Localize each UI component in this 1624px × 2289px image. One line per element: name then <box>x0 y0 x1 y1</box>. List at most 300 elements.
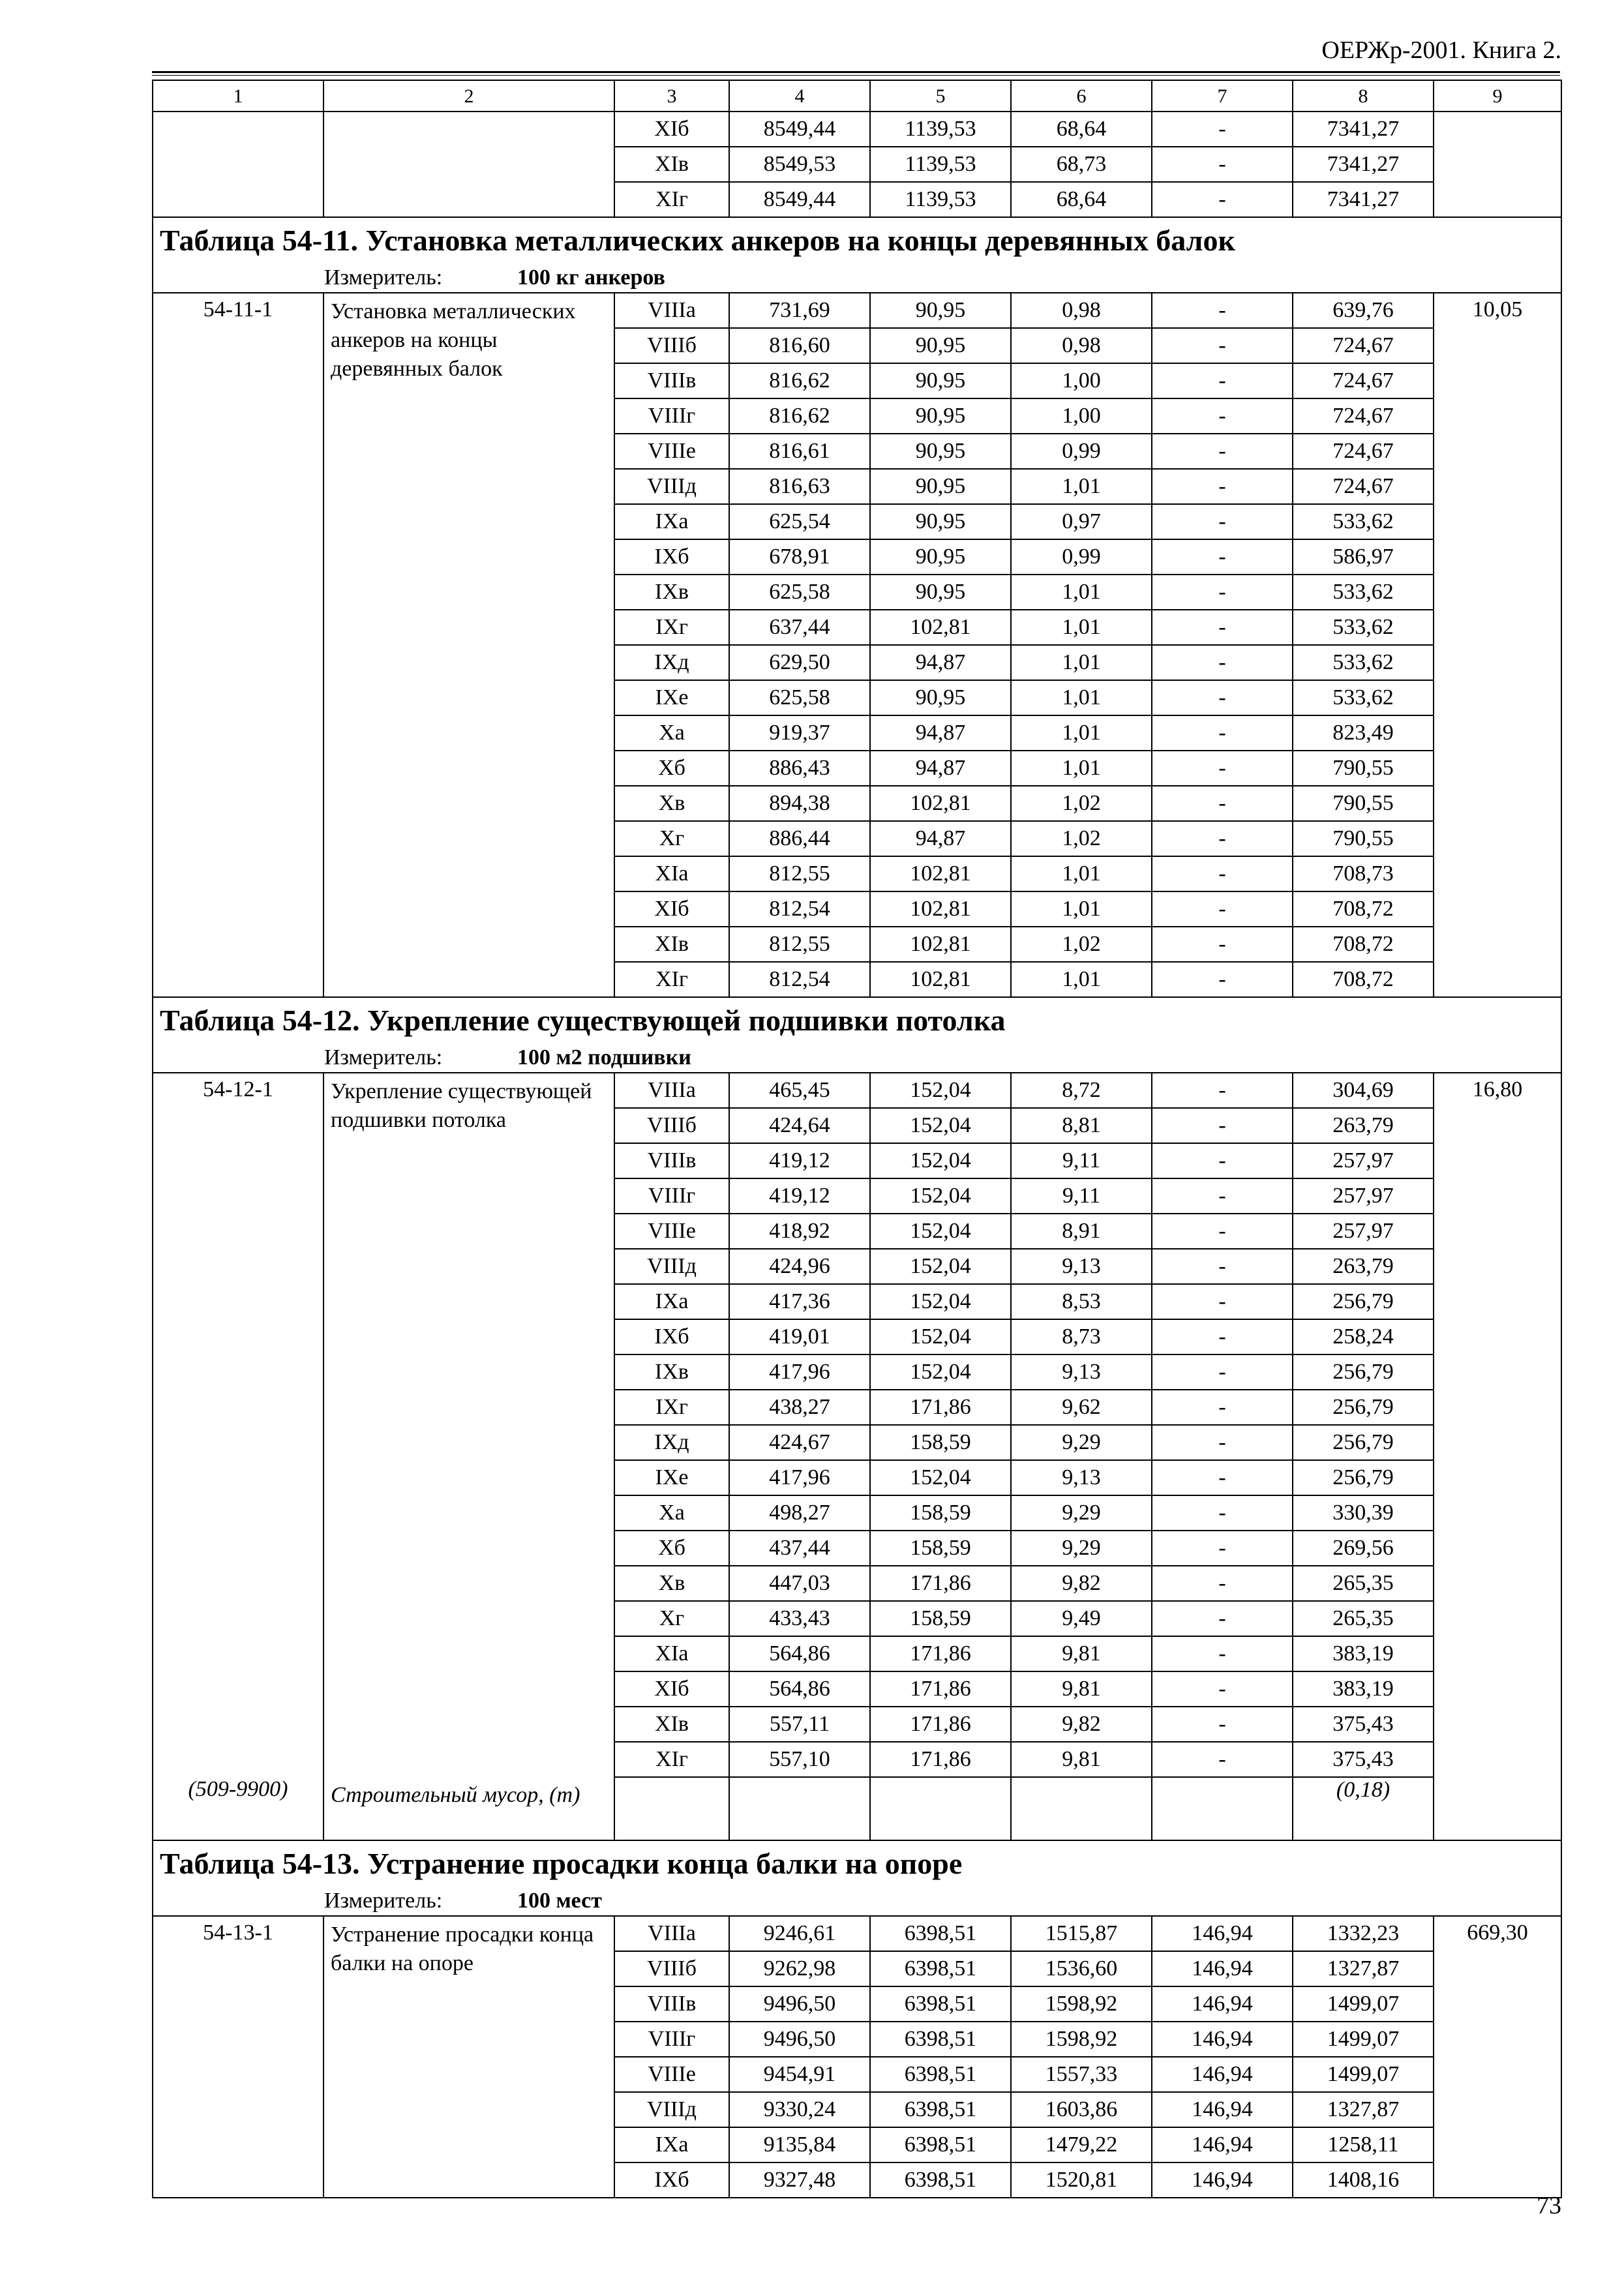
cell-drivers: - <box>1152 147 1293 182</box>
cell-empty <box>1152 1777 1293 1840</box>
cell-machines: 0,97 <box>1011 504 1152 539</box>
cell-rate: 669,30 <box>1434 1916 1561 2198</box>
cell-materials: 263,79 <box>1293 1249 1434 1284</box>
cell-materials: 258,24 <box>1293 1319 1434 1354</box>
cell-labor: 171,86 <box>870 1636 1011 1671</box>
table-row <box>153 293 1561 328</box>
cell-labor: 94,87 <box>870 715 1011 751</box>
cell-labor: 152,04 <box>870 1354 1011 1390</box>
cell-labor: 6398,51 <box>870 2127 1011 2162</box>
section-measure <box>153 263 1561 293</box>
cell-materials: 256,79 <box>1293 1390 1434 1425</box>
cell-region: XIб <box>614 112 729 147</box>
cell-labor: 6398,51 <box>870 2092 1011 2127</box>
cell-drivers: 146,94 <box>1152 1986 1293 2022</box>
cell-direct-costs: 498,27 <box>729 1495 870 1531</box>
table-row <box>153 1916 1561 1951</box>
cell-drivers: - <box>1152 293 1293 328</box>
section-title: Таблица 54-11. Установка металлических анкеров на концы деревянных балок <box>153 217 1561 263</box>
cell-labor: 158,59 <box>870 1495 1011 1531</box>
cell-resource-value: (0,18) <box>1293 1777 1434 1840</box>
cell-region: IXв <box>614 575 729 610</box>
cell-region: XIг <box>614 962 729 997</box>
cell-labor: 152,04 <box>870 1284 1011 1319</box>
cell-direct-costs: 9330,24 <box>729 2092 870 2127</box>
cell-direct-costs: 816,62 <box>729 363 870 398</box>
cell-materials: 330,39 <box>1293 1495 1434 1531</box>
cell-empty <box>870 1777 1011 1840</box>
cell-direct-costs: 812,54 <box>729 891 870 927</box>
cell-labor: 102,81 <box>870 891 1011 927</box>
cell-labor: 152,04 <box>870 1073 1011 1108</box>
cell-drivers: 146,94 <box>1152 2127 1293 2162</box>
cell-region: Xг <box>614 821 729 856</box>
cell-materials: 383,19 <box>1293 1636 1434 1671</box>
cell-materials: 1332,23 <box>1293 1916 1434 1951</box>
cell-direct-costs: 816,61 <box>729 434 870 469</box>
cell-machines: 1,01 <box>1011 645 1152 680</box>
cell-drivers: - <box>1152 504 1293 539</box>
cell-materials: 724,67 <box>1293 469 1434 504</box>
cell-labor: 102,81 <box>870 786 1011 821</box>
cell-direct-costs: 8549,44 <box>729 182 870 217</box>
cell-materials: 265,35 <box>1293 1601 1434 1636</box>
cell-machines: 1515,87 <box>1011 1916 1152 1951</box>
section-title-row <box>153 997 1561 1043</box>
column-number: 2 <box>323 80 614 112</box>
cell-code: 54-11-1 <box>153 293 323 997</box>
cell-region: VIIIа <box>614 293 729 328</box>
cell-region: VIIIе <box>614 1214 729 1249</box>
cell-materials: 257,97 <box>1293 1214 1434 1249</box>
cell-region: VIIIб <box>614 1108 729 1143</box>
cell-region: VIIIе <box>614 2057 729 2092</box>
cell-direct-costs: 629,50 <box>729 645 870 680</box>
cell-materials: 1327,87 <box>1293 2092 1434 2127</box>
cell-region: XIв <box>614 927 729 962</box>
cell-materials: 533,62 <box>1293 610 1434 645</box>
column-number: 9 <box>1434 80 1561 112</box>
cell-labor: 94,87 <box>870 821 1011 856</box>
cell-machines: 9,82 <box>1011 1707 1152 1742</box>
cell-direct-costs: 424,67 <box>729 1425 870 1460</box>
cell-region: IXа <box>614 2127 729 2162</box>
cell-labor: 1139,53 <box>870 182 1011 217</box>
cell-region: VIIIд <box>614 2092 729 2127</box>
cell-labor: 90,95 <box>870 328 1011 363</box>
cell-direct-costs: 424,64 <box>729 1108 870 1143</box>
cell-region: VIIIд <box>614 469 729 504</box>
cell-machines: 1,01 <box>1011 680 1152 715</box>
table-row <box>153 1073 1561 1108</box>
cell-materials: 1327,87 <box>1293 1951 1434 1986</box>
cell-materials: 708,72 <box>1293 962 1434 997</box>
cell-machines: 1,01 <box>1011 962 1152 997</box>
cell-drivers: 146,94 <box>1152 2057 1293 2092</box>
cell-machines: 9,49 <box>1011 1601 1152 1636</box>
section-title: Таблица 54-13. Устранение просадки конца балки на опоре <box>153 1840 1561 1887</box>
measure-value: 100 м2 подшивки <box>517 1045 691 1070</box>
cell-drivers: - <box>1152 469 1293 504</box>
cell-labor: 152,04 <box>870 1143 1011 1178</box>
cell-drivers: - <box>1152 715 1293 751</box>
cell-machines: 9,13 <box>1011 1249 1152 1284</box>
cell-labor: 90,95 <box>870 398 1011 434</box>
cell-region: Xа <box>614 1495 729 1531</box>
column-number: 7 <box>1152 80 1293 112</box>
cell-labor: 6398,51 <box>870 1986 1011 2022</box>
cell-labor: 90,95 <box>870 434 1011 469</box>
cell-drivers: - <box>1152 434 1293 469</box>
cell-region: IXд <box>614 1425 729 1460</box>
cell-region: VIIIг <box>614 398 729 434</box>
cell-materials: 375,43 <box>1293 1707 1434 1742</box>
cell-labor: 158,59 <box>870 1425 1011 1460</box>
cell-labor: 90,95 <box>870 363 1011 398</box>
cell-region: XIа <box>614 1636 729 1671</box>
cell-direct-costs: 678,91 <box>729 539 870 575</box>
cell-code: 54-12-1 <box>153 1073 323 1777</box>
cell-labor: 90,95 <box>870 504 1011 539</box>
measure-value: 100 мест <box>517 1889 602 1913</box>
cell-materials: 1499,07 <box>1293 2022 1434 2057</box>
cell-materials: 304,69 <box>1293 1073 1434 1108</box>
column-number: 4 <box>729 80 870 112</box>
cell-region: IXе <box>614 1460 729 1495</box>
cell-drivers: - <box>1152 962 1293 997</box>
cell-direct-costs: 438,27 <box>729 1390 870 1425</box>
cell-machines: 1,01 <box>1011 469 1152 504</box>
cell-region: IXб <box>614 2162 729 2198</box>
cell-machines: 1536,60 <box>1011 1951 1152 1986</box>
cell-materials: 7341,27 <box>1293 147 1434 182</box>
cell-resource-code: (509-9900) <box>153 1777 323 1840</box>
cell-machines: 9,11 <box>1011 1178 1152 1214</box>
cell-direct-costs: 9262,98 <box>729 1951 870 1986</box>
cell-materials: 7341,27 <box>1293 182 1434 217</box>
cell-direct-costs: 9496,50 <box>729 2022 870 2057</box>
cell-direct-costs: 424,96 <box>729 1249 870 1284</box>
cell-region: IXг <box>614 610 729 645</box>
cell-region: Xв <box>614 1566 729 1601</box>
cell-materials: 724,67 <box>1293 434 1434 469</box>
cell-labor: 90,95 <box>870 539 1011 575</box>
cell-direct-costs: 812,55 <box>729 856 870 891</box>
cell-drivers: - <box>1152 821 1293 856</box>
cell-region: XIв <box>614 147 729 182</box>
cell-drivers: - <box>1152 1460 1293 1495</box>
cell-materials: 790,55 <box>1293 786 1434 821</box>
cell-drivers: - <box>1152 1425 1293 1460</box>
cell-materials: 724,67 <box>1293 328 1434 363</box>
cell-materials: 1258,11 <box>1293 2127 1434 2162</box>
cell-region: VIIIв <box>614 1986 729 2022</box>
cell-materials: 383,19 <box>1293 1671 1434 1707</box>
cell-drivers: - <box>1152 751 1293 786</box>
cell-region: XIа <box>614 856 729 891</box>
cell-direct-costs: 417,96 <box>729 1354 870 1390</box>
cell-region: Xг <box>614 1601 729 1636</box>
cell-labor: 171,86 <box>870 1671 1011 1707</box>
estimate-table-body <box>153 80 1561 2198</box>
column-number: 6 <box>1011 80 1152 112</box>
cell-machines: 9,13 <box>1011 1354 1152 1390</box>
cell-drivers: - <box>1152 1671 1293 1707</box>
cell-drivers: - <box>1152 1742 1293 1777</box>
cell-machines: 9,81 <box>1011 1636 1152 1671</box>
cell-machines: 8,73 <box>1011 1319 1152 1354</box>
cell-direct-costs: 9496,50 <box>729 1986 870 2022</box>
cell-machines: 1,01 <box>1011 856 1152 891</box>
cell-materials: 263,79 <box>1293 1108 1434 1143</box>
page-number: 73 <box>1537 2192 1561 2219</box>
cell-labor: 171,86 <box>870 1707 1011 1742</box>
cell-drivers: - <box>1152 610 1293 645</box>
cell-labor: 152,04 <box>870 1214 1011 1249</box>
cell-code: 54-13-1 <box>153 1916 323 2198</box>
cell-machines: 1598,92 <box>1011 2022 1152 2057</box>
section-measure-row <box>153 1043 1561 1073</box>
cell-materials: 533,62 <box>1293 575 1434 610</box>
cell-direct-costs: 625,58 <box>729 575 870 610</box>
cell-region: VIIIв <box>614 1143 729 1178</box>
cell-machines: 0,99 <box>1011 539 1152 575</box>
cell-labor: 158,59 <box>870 1531 1011 1566</box>
cell-materials: 257,97 <box>1293 1178 1434 1214</box>
cell-materials: 269,56 <box>1293 1531 1434 1566</box>
cell-direct-costs: 417,36 <box>729 1284 870 1319</box>
cell-direct-costs: 919,37 <box>729 715 870 751</box>
cell-direct-costs: 8549,53 <box>729 147 870 182</box>
cell-labor: 171,86 <box>870 1390 1011 1425</box>
cell-description: Установка металлических анкеров на концы деревянных балок <box>323 293 614 997</box>
cell-empty <box>729 1777 870 1840</box>
cell-labor: 6398,51 <box>870 1951 1011 1986</box>
cell-machines: 1,02 <box>1011 786 1152 821</box>
cell-drivers: - <box>1152 575 1293 610</box>
column-number: 3 <box>614 80 729 112</box>
cell-materials: 7341,27 <box>1293 112 1434 147</box>
cell-materials: 256,79 <box>1293 1425 1434 1460</box>
cell-direct-costs: 8549,44 <box>729 112 870 147</box>
cell-region: IXд <box>614 645 729 680</box>
cell-drivers: - <box>1152 1566 1293 1601</box>
cell-machines: 0,98 <box>1011 328 1152 363</box>
cell-rate: 16,80 <box>1434 1073 1561 1840</box>
cell-machines: 9,13 <box>1011 1460 1152 1495</box>
section-title-row <box>153 1840 1561 1887</box>
column-number-row <box>153 80 1561 112</box>
cell-drivers: - <box>1152 1178 1293 1214</box>
cell-machines: 1,00 <box>1011 398 1152 434</box>
cell-machines: 9,62 <box>1011 1390 1152 1425</box>
cell-materials: 256,79 <box>1293 1460 1434 1495</box>
cell-drivers: - <box>1152 680 1293 715</box>
column-number: 8 <box>1293 80 1434 112</box>
cell-machines: 8,53 <box>1011 1284 1152 1319</box>
cell-region: IXб <box>614 539 729 575</box>
section-measure <box>153 1887 1561 1916</box>
cell-drivers: - <box>1152 539 1293 575</box>
cell-labor: 94,87 <box>870 645 1011 680</box>
cell-materials: 256,79 <box>1293 1284 1434 1319</box>
cell-machines: 1,00 <box>1011 363 1152 398</box>
cell-region: IXб <box>614 1319 729 1354</box>
cell-direct-costs: 9246,61 <box>729 1916 870 1951</box>
cell-resource-description: Строительный мусор, (т) <box>323 1777 614 1840</box>
cell-labor: 171,86 <box>870 1566 1011 1601</box>
cell-machines: 9,29 <box>1011 1425 1152 1460</box>
cell-labor: 6398,51 <box>870 2057 1011 2092</box>
cell-materials: 790,55 <box>1293 751 1434 786</box>
cell-drivers: - <box>1152 1354 1293 1390</box>
cell-drivers: 146,94 <box>1152 1916 1293 1951</box>
cell-machines: 68,64 <box>1011 182 1152 217</box>
cell-direct-costs: 816,60 <box>729 328 870 363</box>
cell-direct-costs: 9135,84 <box>729 2127 870 2162</box>
cell-machines: 8,81 <box>1011 1108 1152 1143</box>
cell-labor: 6398,51 <box>870 1916 1011 1951</box>
cell-rate <box>1434 112 1561 217</box>
cell-materials: 265,35 <box>1293 1566 1434 1601</box>
cell-region: VIIIе <box>614 434 729 469</box>
cell-drivers: - <box>1152 927 1293 962</box>
cell-materials: 586,97 <box>1293 539 1434 575</box>
cell-direct-costs: 812,55 <box>729 927 870 962</box>
cell-direct-costs: 465,45 <box>729 1073 870 1108</box>
cell-rate: 10,05 <box>1434 293 1561 997</box>
cell-drivers: - <box>1152 645 1293 680</box>
cell-drivers: - <box>1152 1143 1293 1178</box>
cell-machines: 1,01 <box>1011 751 1152 786</box>
cell-labor: 1139,53 <box>870 147 1011 182</box>
cell-drivers: - <box>1152 1249 1293 1284</box>
cell-direct-costs: 812,54 <box>729 962 870 997</box>
cell-labor: 6398,51 <box>870 2162 1011 2198</box>
cell-direct-costs: 886,44 <box>729 821 870 856</box>
section-title: Таблица 54-12. Укрепление существующей подшивки потолка <box>153 997 1561 1043</box>
cell-region: XIв <box>614 1707 729 1742</box>
cell-region: Xв <box>614 786 729 821</box>
cell-direct-costs: 9327,48 <box>729 2162 870 2198</box>
measure-label: Измеритель: <box>324 265 443 290</box>
cell-drivers: - <box>1152 1214 1293 1249</box>
cell-drivers: - <box>1152 1636 1293 1671</box>
section-title-row <box>153 217 1561 263</box>
cell-direct-costs: 637,44 <box>729 610 870 645</box>
cell-drivers: - <box>1152 1319 1293 1354</box>
cell-drivers: - <box>1152 1495 1293 1531</box>
cell-code <box>153 112 323 217</box>
estimate-table <box>152 80 1562 2198</box>
cell-materials: 375,43 <box>1293 1742 1434 1777</box>
cell-direct-costs: 894,38 <box>729 786 870 821</box>
cell-machines: 9,29 <box>1011 1531 1152 1566</box>
cell-materials: 1499,07 <box>1293 2057 1434 2092</box>
cell-direct-costs: 731,69 <box>729 293 870 328</box>
cell-drivers: - <box>1152 328 1293 363</box>
cell-drivers: 146,94 <box>1152 2022 1293 2057</box>
cell-machines: 8,91 <box>1011 1214 1152 1249</box>
cell-labor: 90,95 <box>870 293 1011 328</box>
cell-direct-costs: 418,92 <box>729 1214 870 1249</box>
cell-region: XIг <box>614 1742 729 1777</box>
cell-machines: 1,01 <box>1011 610 1152 645</box>
cell-direct-costs: 447,03 <box>729 1566 870 1601</box>
cell-materials: 724,67 <box>1293 398 1434 434</box>
cell-drivers: - <box>1152 363 1293 398</box>
cell-machines: 1,01 <box>1011 891 1152 927</box>
cell-labor: 102,81 <box>870 962 1011 997</box>
cell-machines: 1,01 <box>1011 575 1152 610</box>
cell-drivers: - <box>1152 1108 1293 1143</box>
cell-machines: 1479,22 <box>1011 2127 1152 2162</box>
cell-region: VIIIб <box>614 1951 729 1986</box>
cell-materials: 533,62 <box>1293 645 1434 680</box>
cell-direct-costs: 625,54 <box>729 504 870 539</box>
section-measure-row <box>153 263 1561 293</box>
cell-description: Укрепление существующей подшивки потолка <box>323 1073 614 1777</box>
cell-materials: 256,79 <box>1293 1354 1434 1390</box>
cell-region: IXг <box>614 1390 729 1425</box>
cell-direct-costs: 419,01 <box>729 1319 870 1354</box>
cell-machines: 9,11 <box>1011 1143 1152 1178</box>
cell-materials: 724,67 <box>1293 363 1434 398</box>
cell-labor: 90,95 <box>870 680 1011 715</box>
cell-labor: 102,81 <box>870 927 1011 962</box>
cell-region: IXв <box>614 1354 729 1390</box>
cell-region: VIIIг <box>614 2022 729 2057</box>
cell-materials: 533,62 <box>1293 680 1434 715</box>
cell-drivers: - <box>1152 891 1293 927</box>
cell-direct-costs: 419,12 <box>729 1178 870 1214</box>
cell-region: VIIIг <box>614 1178 729 1214</box>
cell-materials: 257,97 <box>1293 1143 1434 1178</box>
cell-region: VIIIа <box>614 1073 729 1108</box>
cell-region: VIIIв <box>614 363 729 398</box>
measure-value: 100 кг анкеров <box>517 265 665 290</box>
cell-labor: 90,95 <box>870 469 1011 504</box>
cell-direct-costs: 816,63 <box>729 469 870 504</box>
cell-direct-costs: 816,62 <box>729 398 870 434</box>
cell-region: IXе <box>614 680 729 715</box>
column-number: 1 <box>153 80 323 112</box>
cell-region: XIб <box>614 891 729 927</box>
cell-drivers: - <box>1152 1601 1293 1636</box>
cell-labor: 171,86 <box>870 1742 1011 1777</box>
cell-machines: 1520,81 <box>1011 2162 1152 2198</box>
cell-materials: 790,55 <box>1293 821 1434 856</box>
header-rule <box>152 71 1560 76</box>
measure-label: Измеритель: <box>324 1045 443 1070</box>
running-header: ОЕРЖр-2001. Книга 2. <box>1321 37 1561 64</box>
cell-machines: 0,99 <box>1011 434 1152 469</box>
cell-machines: 9,81 <box>1011 1671 1152 1707</box>
measure-label: Измеритель: <box>324 1889 443 1913</box>
cell-materials: 823,49 <box>1293 715 1434 751</box>
cell-region: IXа <box>614 1284 729 1319</box>
cell-materials: 708,72 <box>1293 891 1434 927</box>
cell-empty <box>1011 1777 1152 1840</box>
cell-labor: 152,04 <box>870 1319 1011 1354</box>
table-row <box>153 112 1561 147</box>
cell-direct-costs: 419,12 <box>729 1143 870 1178</box>
cell-drivers: - <box>1152 112 1293 147</box>
cell-direct-costs: 886,43 <box>729 751 870 786</box>
cell-labor: 94,87 <box>870 751 1011 786</box>
cell-direct-costs: 433,43 <box>729 1601 870 1636</box>
cell-region: Xб <box>614 1531 729 1566</box>
